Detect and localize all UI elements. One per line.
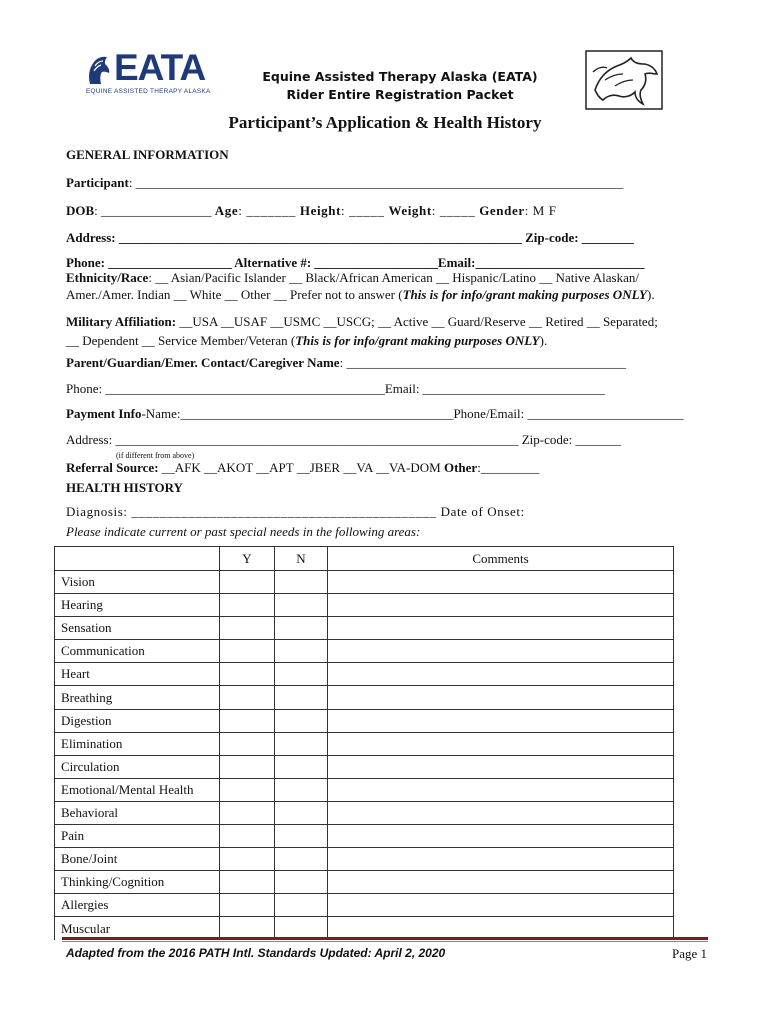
height-label: Height: [299, 203, 342, 218]
military-field[interactable]: [66, 314, 658, 330]
condition-label: Vision: [55, 571, 220, 594]
yes-cell[interactable]: [220, 617, 275, 640]
no-cell[interactable]: [275, 848, 328, 871]
footer-rule-thin: [62, 941, 708, 942]
dob-label: DOB: [66, 203, 95, 218]
packet-subtitle: Rider Entire Registration Packet: [286, 87, 514, 102]
dob-age-row[interactable]: [66, 203, 557, 219]
comments-cell[interactable]: [328, 825, 674, 848]
column-header: Comments: [328, 547, 674, 571]
condition-label: Communication: [55, 640, 220, 663]
address-field[interactable]: Address: ______________________________________________________________ Zip-code: ________: [66, 230, 634, 245]
yes-cell[interactable]: [220, 640, 275, 663]
no-cell[interactable]: [275, 571, 328, 594]
no-cell[interactable]: [275, 732, 328, 755]
phone-field[interactable]: Phone: ___________________ Alternative #: ___________________Email:__________________________: [66, 255, 645, 270]
yes-cell[interactable]: [220, 732, 275, 755]
column-header: [55, 547, 220, 571]
condition-label: Digestion: [55, 709, 220, 732]
gender-label: Gender: [479, 203, 525, 218]
payment-field[interactable]: [66, 406, 683, 422]
health-table: [54, 546, 674, 940]
table-row: [55, 755, 674, 778]
page-title: Participant’s Application & Health History: [228, 113, 542, 132]
yes-cell[interactable]: [220, 709, 275, 732]
no-cell[interactable]: [275, 663, 328, 686]
column-header: Y: [220, 547, 275, 571]
height-blank: : _____: [341, 203, 389, 218]
condition-label: Behavioral: [55, 801, 220, 824]
comments-cell[interactable]: [328, 686, 674, 709]
participant-field[interactable]: [66, 175, 623, 191]
yes-cell[interactable]: [220, 755, 275, 778]
no-cell[interactable]: [275, 686, 328, 709]
comments-cell[interactable]: [328, 640, 674, 663]
referral-options: __AFK __AKOT __APT __JBER __VA __VA-DOM: [158, 460, 444, 475]
comments-cell[interactable]: [328, 617, 674, 640]
yes-cell[interactable]: [220, 801, 275, 824]
table-row: [55, 801, 674, 824]
ethnicity-options: : __ Asian/Pacific Islander __ Black/African American __ Hispanic/Latino __ Native Alaskan/: [148, 270, 639, 285]
no-cell[interactable]: [275, 778, 328, 801]
comments-cell[interactable]: [328, 848, 674, 871]
referral-field[interactable]: [66, 460, 539, 476]
comments-cell[interactable]: [328, 801, 674, 824]
table-row: [55, 871, 674, 894]
table-row: [55, 571, 674, 594]
participant-label: Participant: [66, 175, 129, 190]
logo-word: EATA: [114, 47, 206, 88]
ethnicity-note: This is for info/grant making purposes ONLY: [402, 287, 647, 302]
ethnicity-label: Ethnicity/Race: [66, 270, 149, 285]
parent-label: Parent/Guardian/Emer. Contact/Caregiver Name: [66, 355, 340, 370]
referral-other-blank: :_________: [477, 460, 540, 475]
eata-logo: [86, 47, 211, 100]
no-cell[interactable]: [275, 825, 328, 848]
horse-head-icon: [86, 54, 112, 86]
ethnicity-field-line2[interactable]: [66, 287, 655, 303]
condition-label: Thinking/Cognition: [55, 871, 220, 894]
no-cell[interactable]: [275, 709, 328, 732]
address2-note: (if different from above): [116, 451, 195, 460]
health-heading: HEALTH HISTORY: [66, 480, 183, 495]
table-row: [55, 686, 674, 709]
yes-cell[interactable]: [220, 825, 275, 848]
condition-label: Breathing: [55, 686, 220, 709]
address2-field[interactable]: Address: ______________________________________________________________ Zip-code: _______: [66, 432, 622, 447]
table-row: [55, 594, 674, 617]
yes-cell[interactable]: [220, 894, 275, 917]
military-options: __USA __USAF __USMC __USCG; __ Active __ Guard/Reserve __ Retired __ Separated;: [176, 314, 658, 329]
military-close: ).: [539, 333, 548, 348]
participant-blank: : ___________________________________________________________________________: [128, 175, 624, 190]
no-cell[interactable]: [275, 871, 328, 894]
yes-cell[interactable]: [220, 686, 275, 709]
no-cell[interactable]: [275, 755, 328, 778]
phone-email-field[interactable]: Phone: ___________________________________________Email: ____________________________: [66, 381, 605, 396]
diagnosis-field[interactable]: Diagnosis: ___________________________________________ Date of Onset:: [66, 504, 525, 519]
table-row: [55, 617, 674, 640]
condition-label: Heart: [55, 663, 220, 686]
parent-field[interactable]: [66, 355, 626, 371]
condition-label: Sensation: [55, 617, 220, 640]
yes-cell[interactable]: [220, 571, 275, 594]
parent-blank: : ___________________________________________: [339, 355, 626, 370]
ethnicity-options-2: Amer./Amer. Indian __ White __ Other __ Prefer not to answer (: [66, 287, 403, 302]
comments-cell[interactable]: [328, 871, 674, 894]
comments-cell[interactable]: [328, 663, 674, 686]
condition-label: Elimination: [55, 732, 220, 755]
condition-label: Bone/Joint: [55, 848, 220, 871]
comments-cell[interactable]: [328, 755, 674, 778]
no-cell[interactable]: [275, 894, 328, 917]
general-heading: GENERAL INFORMATION: [66, 147, 229, 162]
table-row: [55, 640, 674, 663]
table-row: [55, 894, 674, 917]
comments-cell[interactable]: [328, 732, 674, 755]
comments-cell[interactable]: [328, 594, 674, 617]
table-row: [55, 778, 674, 801]
table-row: [55, 825, 674, 848]
comments-cell[interactable]: [328, 894, 674, 917]
no-cell[interactable]: [275, 594, 328, 617]
column-header: N: [275, 547, 328, 571]
footer-standards: Adapted from the 2016 PATH Intl. Standards Updated: April 2, 2020: [66, 946, 446, 960]
no-cell[interactable]: [275, 801, 328, 824]
referral-other-label: Other: [443, 460, 478, 475]
payment-label: Payment Info: [66, 406, 142, 421]
no-cell[interactable]: [275, 617, 328, 640]
comments-cell[interactable]: [328, 778, 674, 801]
yes-cell[interactable]: [220, 778, 275, 801]
condition-label: Hearing: [55, 594, 220, 617]
ethnicity-field[interactable]: [66, 270, 639, 286]
org-name: Equine Assisted Therapy Alaska (EATA): [262, 69, 538, 84]
military-field-line2[interactable]: [66, 333, 547, 349]
condition-label: Muscular: [55, 917, 220, 940]
table-row: [55, 663, 674, 686]
yes-cell[interactable]: [220, 594, 275, 617]
condition-label: Pain: [55, 825, 220, 848]
comments-cell[interactable]: [328, 571, 674, 594]
health-instruction: Please indicate current or past special needs in the following areas:: [66, 524, 421, 539]
comments-cell[interactable]: [328, 709, 674, 732]
age-label: Age: [214, 203, 239, 218]
yes-cell[interactable]: [220, 871, 275, 894]
table-row: [55, 709, 674, 732]
health-table-header: [55, 547, 674, 571]
logo-tagline: EQUINE ASSISTED THERAPY ALASKA: [86, 88, 211, 95]
table-row: [55, 732, 674, 755]
page-number: Page 1: [671, 946, 707, 961]
gender-options: : M F: [524, 203, 557, 218]
military-note: This is for info/grant making purposes ONLY: [295, 333, 540, 348]
age-blank: : _______: [238, 203, 300, 218]
payment-blank: -Name:__________________________________________Phone/Email: ________________________: [141, 406, 684, 421]
ethnicity-close: ).: [647, 287, 655, 302]
no-cell[interactable]: [275, 640, 328, 663]
referral-label: Referral Source:: [66, 460, 159, 475]
horse-logo-icon: [585, 50, 663, 110]
condition-label: Circulation: [55, 755, 220, 778]
footer-rule: [62, 937, 708, 940]
military-label: Military Affiliation:: [66, 314, 177, 329]
table-row: [55, 848, 674, 871]
condition-label: Allergies: [55, 894, 220, 917]
yes-cell[interactable]: [220, 663, 275, 686]
weight-blank: : _____: [431, 203, 480, 218]
condition-label: Emotional/Mental Health: [55, 778, 220, 801]
yes-cell[interactable]: [220, 848, 275, 871]
dob-blank: : _________________: [94, 203, 215, 218]
military-options-2: __ Dependent __ Service Member/Veteran (: [66, 333, 296, 348]
weight-label: Weight: [388, 203, 432, 218]
